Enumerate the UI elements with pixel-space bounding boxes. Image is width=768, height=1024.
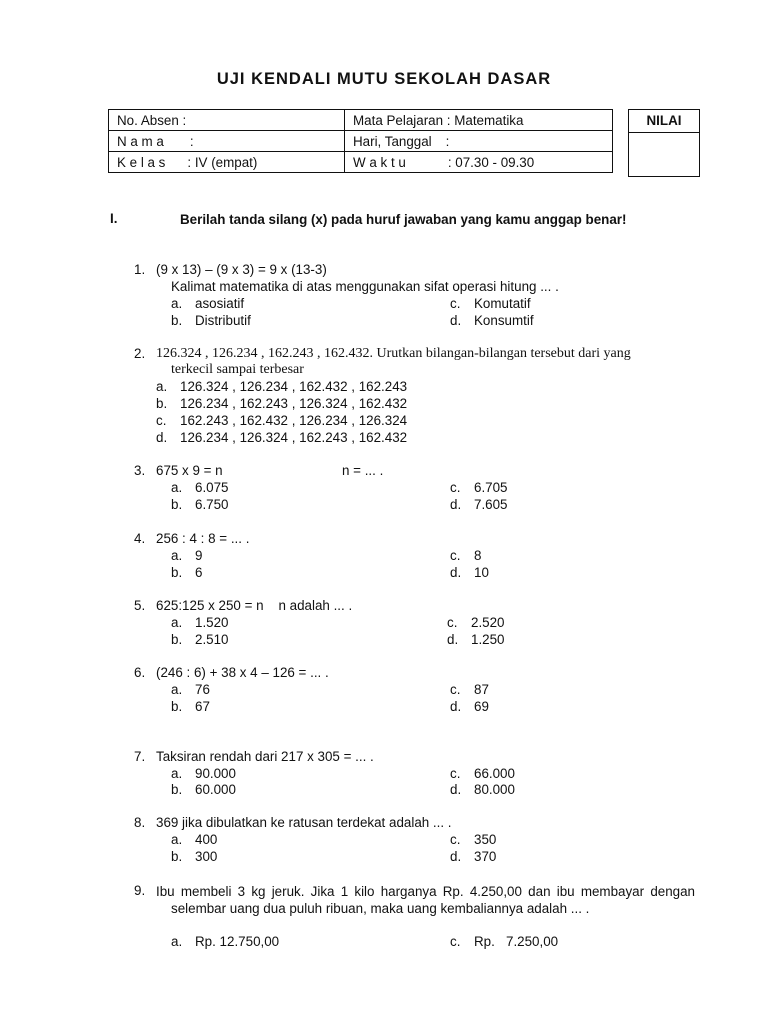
option-b-letter: b. [171, 782, 183, 797]
question-text [156, 883, 695, 917]
option-d-letter: d. [450, 313, 462, 328]
option-d-letter: d. [450, 699, 462, 714]
question-number: 4. [134, 531, 146, 546]
option-a-letter: a. [171, 615, 183, 630]
option-c: 66.000 [474, 766, 515, 781]
option-d: 80.000 [474, 782, 515, 797]
waktu-cell [345, 152, 613, 173]
question-text: 675 x 9 = n [156, 463, 223, 478]
question-number: 7. [134, 749, 146, 764]
question-number: 8. [134, 815, 146, 830]
option-a-letter: a. [171, 548, 183, 563]
option-c-letter: c. [450, 832, 461, 847]
question-instruction: Urutkan bilangan-bilangan tersebut dari yang [376, 346, 631, 361]
option-d: 69 [474, 699, 489, 714]
question-text-b: n = ... . [342, 463, 384, 478]
option-b-letter: b. [171, 632, 183, 647]
question-text: Taksiran rendah dari 217 x 305 = ... . [156, 749, 374, 764]
option-c-letter: c. [450, 934, 461, 949]
option-a-letter: a. [171, 296, 183, 311]
question-number: 2. [134, 346, 146, 361]
option-c: 350 [474, 832, 497, 847]
option-a-letter: a. [156, 379, 168, 394]
nilai-box [628, 109, 700, 177]
option-b: Distributif [195, 313, 251, 328]
question-text: (246 : 6) + 38 x 4 – 126 = ... . [156, 665, 329, 680]
question-number: 3. [134, 463, 146, 478]
hari-label: Hari, Tanggal [353, 133, 432, 149]
option-a: 126.324 , 126.234 , 162.432 , 162.243 [180, 379, 408, 394]
question-text-content: Ibu membeli 3 kg jeruk. Jika 1 kilo harganya Rp. 4.250,00 dan ibu membayar dengan selembar uang dua puluh ribuan, maka uang kembaliannya adalah ... . [156, 884, 695, 916]
option-c: 2.520 [471, 615, 505, 630]
question-text: (9 x 13) – (9 x 3) = 9 x (13-3) [156, 262, 327, 277]
option-a: 9 [195, 548, 203, 563]
question-numbers: 126.324 , 126.234 , 162.243 , 162.432. [156, 346, 373, 361]
mapel-label: Mata Pelajaran : Matematika [353, 112, 524, 128]
option-a-letter: a. [171, 480, 183, 495]
mapel-cell [345, 110, 613, 131]
option-a: 90.000 [195, 766, 236, 781]
option-d: 7.605 [474, 497, 508, 512]
question-text-2: terkecil sampai terbesar [171, 362, 304, 377]
option-d-letter: d. [450, 849, 462, 864]
question-text: 369 jika dibulatkan ke ratusan terdekat adalah ... . [156, 815, 452, 830]
student-info-table [108, 109, 613, 173]
option-a-letter: a. [171, 832, 183, 847]
question-text: 625:125 x 250 = n n adalah ... . [156, 598, 353, 613]
option-c: 162.243 , 162.432 , 126.234 , 126.324 [180, 413, 408, 428]
section-instruction: Berilah tanda silang (x) pada huruf jawaban yang kamu anggap benar! [180, 212, 627, 227]
question-text [156, 346, 631, 362]
option-c-letter: c. [450, 548, 461, 563]
option-b-letter: b. [171, 497, 183, 512]
option-d-letter: d. [156, 430, 168, 445]
question-number: 6. [134, 665, 146, 680]
option-c-letter: c. [447, 615, 458, 630]
nilai-label: NILAI [629, 110, 699, 133]
option-d-letter: d. [450, 782, 462, 797]
option-b-letter: b. [156, 396, 168, 411]
option-b: 67 [195, 699, 210, 714]
kelas-label: K e l a s [117, 154, 166, 170]
option-d-letter: d. [450, 497, 462, 512]
no-absen-label: No. Absen : [117, 112, 187, 128]
option-d: 370 [474, 849, 497, 864]
option-d-letter: d. [450, 565, 462, 580]
nama-label: N a m a [117, 133, 164, 149]
option-b: 300 [195, 849, 218, 864]
no-absen-cell [109, 110, 345, 131]
option-c-letter: c. [156, 413, 167, 428]
waktu-value: : 07.30 - 09.30 [447, 154, 535, 170]
option-b: 2.510 [195, 632, 229, 647]
nama-cell [109, 131, 345, 152]
question-number: 9. [134, 883, 146, 898]
option-d: 126.234 , 126.324 , 162.243 , 162.432 [180, 430, 408, 445]
option-c: Komutatif [474, 296, 531, 311]
option-c-letter: c. [450, 682, 461, 697]
kelas-value: : IV (empat) [187, 154, 258, 170]
option-c: 6.705 [474, 480, 508, 495]
page-title: UJI KENDALI MUTU SEKOLAH DASAR [216, 70, 552, 88]
option-b-letter: b. [171, 849, 183, 864]
option-c: 87 [474, 682, 489, 697]
question-text-2: Kalimat matematika di atas menggunakan sifat operasi hitung ... . [171, 279, 559, 294]
option-d: Konsumtif [474, 313, 534, 328]
option-d: 10 [474, 565, 489, 580]
option-b-letter: b. [171, 313, 183, 328]
option-a-letter: a. [171, 934, 183, 949]
option-b: 6.750 [195, 497, 229, 512]
option-b: 126.234 , 162.243 , 126.324 , 162.432 [180, 396, 408, 411]
option-c-letter: c. [450, 296, 461, 311]
option-a: 400 [195, 832, 218, 847]
option-a: 76 [195, 682, 210, 697]
section-number: I. [110, 211, 118, 226]
option-b-letter: b. [171, 565, 183, 580]
option-b: 60.000 [195, 782, 236, 797]
option-b-letter: b. [171, 699, 183, 714]
option-b: 6 [195, 565, 203, 580]
kelas-cell [109, 152, 345, 173]
hari-colon: : [445, 133, 450, 149]
option-d: 1.250 [471, 632, 505, 647]
waktu-label: W a k t u [353, 154, 406, 170]
option-c: Rp. 7.250,00 [474, 934, 559, 949]
question-number: 5. [134, 598, 146, 613]
option-c: 8 [474, 548, 482, 563]
hari-cell [345, 131, 613, 152]
question-number: 1. [134, 262, 146, 277]
option-d-letter: d. [447, 632, 459, 647]
option-a-letter: a. [171, 766, 183, 781]
option-c-letter: c. [450, 480, 461, 495]
option-c-letter: c. [450, 766, 461, 781]
option-a: 1.520 [195, 615, 229, 630]
option-a: asosiatif [195, 296, 245, 311]
option-a: 6.075 [195, 480, 229, 495]
nama-colon: : [189, 133, 194, 149]
question-text: 256 : 4 : 8 = ... . [156, 531, 250, 546]
option-a: Rp. 12.750,00 [195, 934, 280, 949]
option-a-letter: a. [171, 682, 183, 697]
